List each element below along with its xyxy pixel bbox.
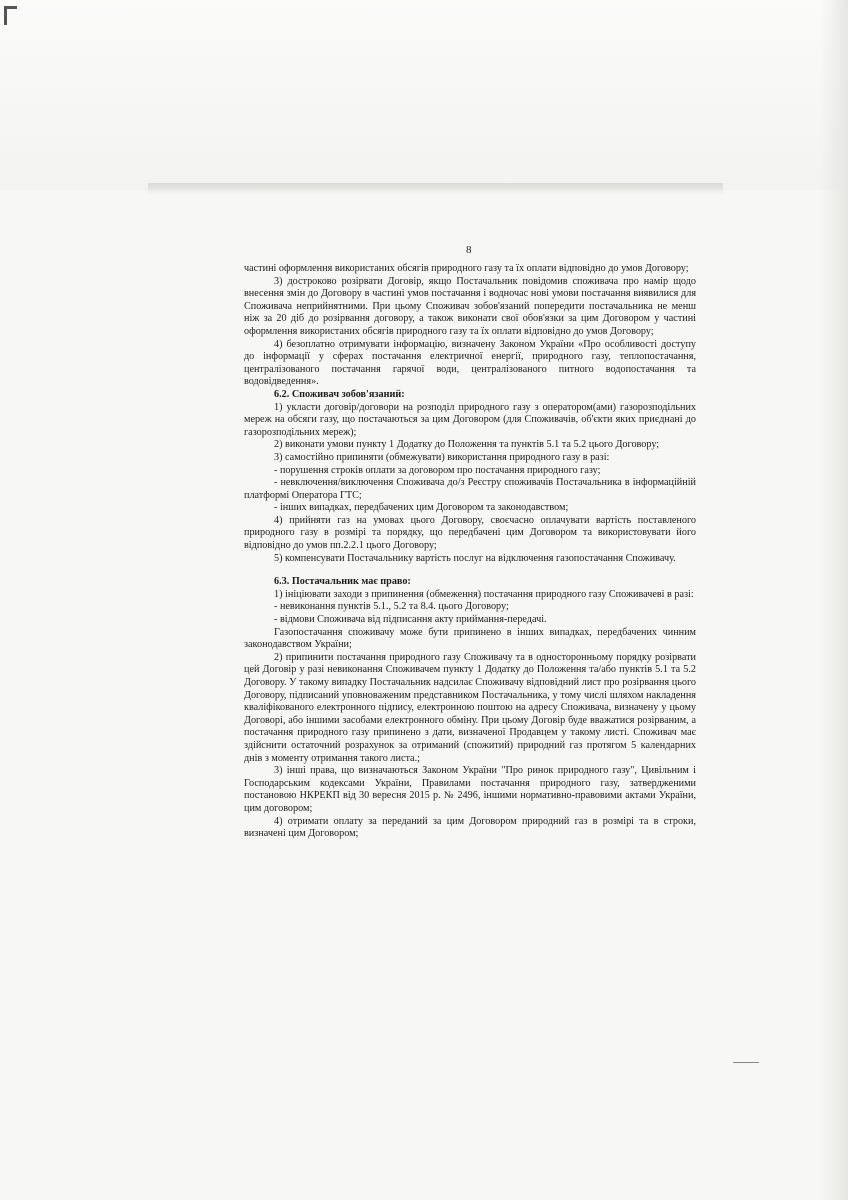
paragraph-18: 2) припинити постачання природного газу Споживачу та в односторонньому порядку розірвати цей Договір у разі невиконання Споживачем пункту 1 Додатку до Положення та/або пунктів 5.1 та 5.2 Договору. У такому випадку Постачальник надсилає Споживачу відповідний лист про розірвання цього Договору, підписаний уповноваженим представником Постачальника, у тому числі шляхом накладення кваліфікованого електронного підпису, електронною поштою на адресу Споживача, визначену у цьому Договорі, або іншими засобами електронного обміну. При цьому Договір буде вважатися розірваним, а постачання природного газу припинено з дати, визначеної Продавцем у такому листі. Споживач має здійснити остаточний розрахунок за отриманий (спожитий) природний газ протягом 5 календарних днів з моменту отримання такого листа.; [244,651,696,764]
document-body [244,263,696,841]
paragraph-14: 1) ініціювати заходи з припинення (обмеження) постачання природного газу Споживачеві в разі: [274,588,694,600]
paragraph-11: 4) прийняти газ на умовах цього Договору, своєчасно оплачувати вартість поставленого природного газу в розмірі та порядку, що передбачені цим Договором та використовувати його відповідно до умов пп.2.2.1 цього Договору; [244,514,696,552]
paragraph-16: - відмови Споживача від підписання акту приймання-передачі. [274,614,547,626]
paragraph-1: частині оформлення використаних обсягів природного газу та їх оплати відповідно до умов Договору; [244,263,689,274]
paragraph-10: - інших випадках, передбачених цим Договором та законодавством; [274,502,569,514]
section-heading-6-3: 6.3. Постачальник має право: [274,576,411,588]
paragraph-5: 1) укласти договір/договори на розподіл природного газу з оператором(ами) газорозподільних мереж на обсяги газу, що постачаються за цим Договором (для Споживачів, об'єкти яких приєднані до газорозподільних мереж); [244,401,696,438]
section-heading-6-2: 6.2. Споживач зобов'язаний: [274,388,405,400]
scan-corner-mark [4,6,17,25]
paragraph-7: 3) самостійно припиняти (обмежувати) використання природного газу в разі: [274,451,610,463]
paragraph-8: - порушення строків оплати за договором про постачання природного газу; [274,464,601,476]
paragraph-20: 4) отримати оплату за переданий за цим Договором природний газ в розмірі та в строки, визначені цим Договором; [244,815,696,840]
scan-background [0,0,848,190]
paragraph-9: - невключення/виключення Споживача до/з Реєстру споживачів Постачальника в інформаційній платформі Оператора ГТС; [244,477,696,501]
paragraph-17: Газопостачання споживачу може бути припинено в інших випадках, передбачених чинним законодавством України; [244,626,696,651]
page-number: 8 [466,244,472,256]
paragraph-19: 3) інші права, що визначаються Законом України "Про ринок природного газу", Цивільним і Господарським кодексами України, Правилами постачання природного газу, затвердженими постановою НКРЕКП від 30 вересня 2015 р. № 2496, іншими нормативно-правовими актами України, цим договором; [244,765,696,814]
paragraph-12: 5) компенсувати Постачальнику вартість послуг на відключення газопостачання Споживачу. [274,552,676,564]
page-top-shadow [148,183,723,195]
paragraph-15: - невиконання пунктів 5.1., 5.2 та 8.4. цього Договору; [274,601,509,613]
scan-page-edge [820,0,848,1200]
scan-mark [733,1062,759,1063]
paragraph-3: 4) безоплатно отримувати інформацію, визначену Законом України «Про особливості доступу до інформації у сферах постачання електричної енергії, природного газу, теплопостачання, централізованого постачання гарячої води, централізованого питного водопостачання та водовідведення». [244,338,696,388]
paragraph-6: 2) виконати умови пункту 1 Додатку до Положення та пунктів 5.1 та 5.2 цього Договору; [274,439,660,451]
paragraph-2: 3) достроково розірвати Договір, якщо Постачальник повідомив споживача про намір щодо внесення змін до Договору в частині умов постачання і водночас нові умови постачання виявилися для Споживача неприйнятними. При цьому Споживач зобов'язаний попередити постачальника не менш ніж за 20 діб до розірвання договору, а також виконати свої обов'язки за цим Договором у частині оформлення використаних обсягів природного газу та їх оплати відповідно до умов Договору; [244,275,696,337]
